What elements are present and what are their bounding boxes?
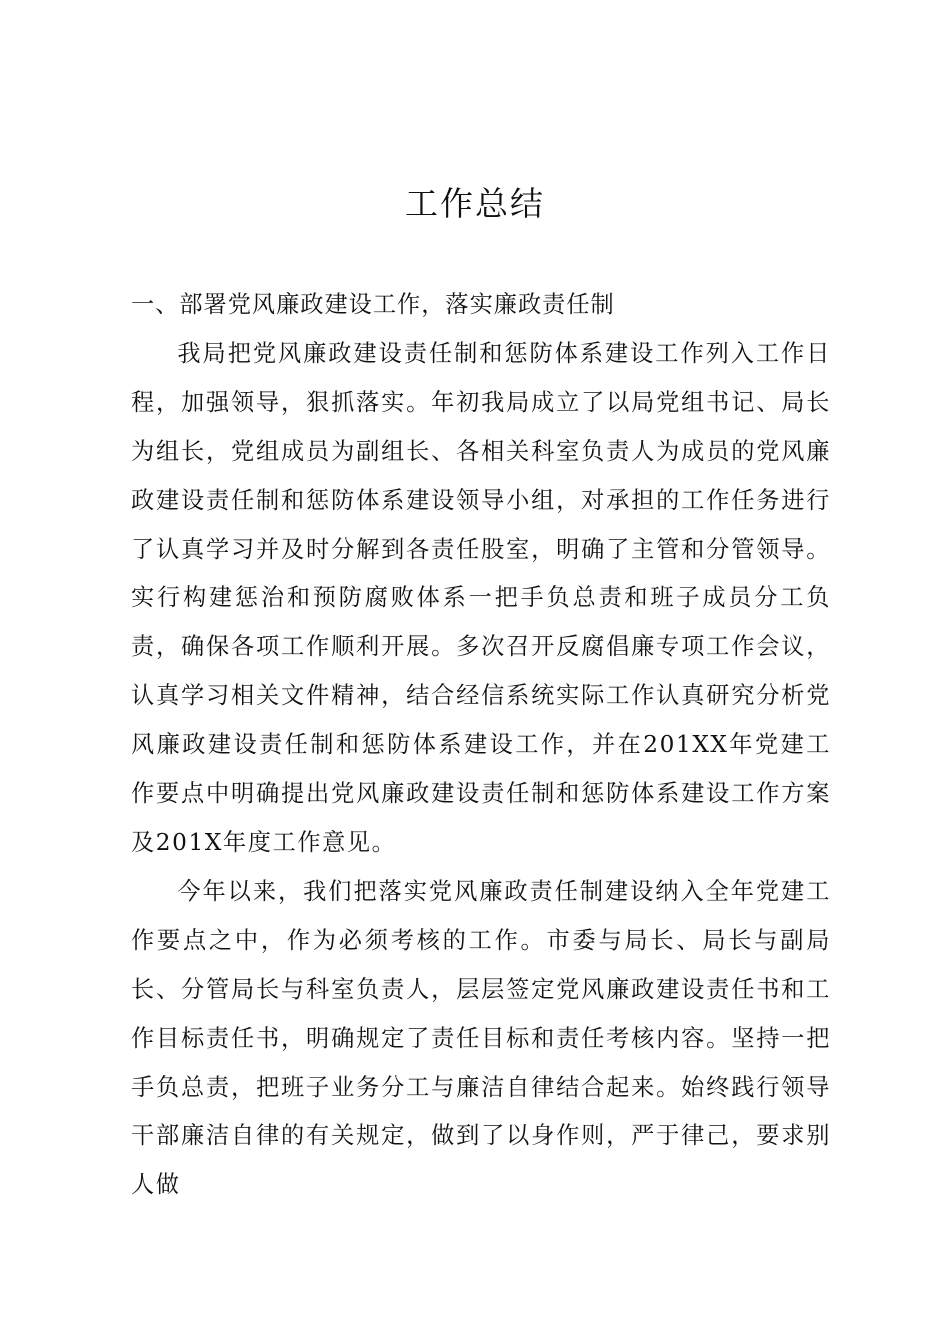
body-paragraph-2: 今年以来，我们把落实党风廉政责任制建设纳入全年党建工作要点之中，作为必须考核的工作。市委与局长、局长与副局长、分管局长与科室负责人，层层签定党风廉政建设责任书和工作目标责任书，明确规定了责任目标和责任考核内容。坚持一把手负总责，把班子业务分工与廉洁自律结合起来。始终践行领导干部廉洁自律的有关规定，做到了以身作则，严于律己，要求别人做 (131, 877, 831, 1199)
document-title: 工作总结 (405, 184, 545, 223)
body-paragraph-1: 我局把党风廉政建设责任制和惩防体系建设工作列入工作日程，加强领导，狠抓落实。年初我局成立了以局党组书记、局长为组长，党组成员为副组长、各相关科室负责人为成员的党风廉政建设责任制和惩防体系建设领导小组，对承担的工作任务进行了认真学习并及时分解到各责任股室，明确了主管和分管领导。实行构建惩治和预防腐败体系一把手负总责和班子成员分工负责，确保各项工作顺利开展。多次召开反腐倡廉专项工作会议，认真学习相关文件精神，结合经信系统实际工作认真研究分析党风廉政建设责任制和惩防体系建设工作，并在201XX年党建工作要点中明确提出党风廉政建设责任制和惩防体系建设工作方案及201X年度工作意见。 (131, 339, 831, 856)
document-body (131, 281, 831, 1210)
section-heading: 一、部署党风廉政建设工作，落实廉政责任制 (131, 291, 615, 318)
